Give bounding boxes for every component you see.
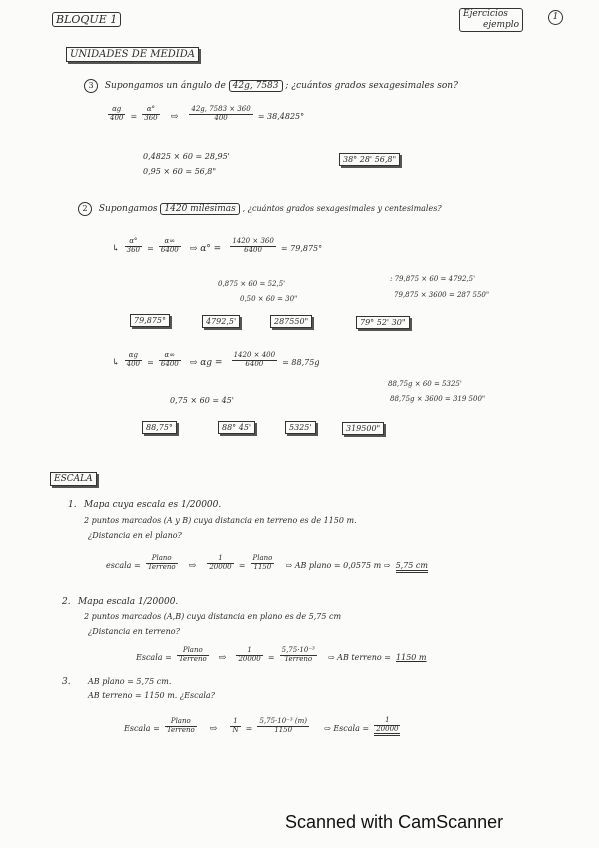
ex2a-box4: 79° 52' 30" [356,316,410,329]
e2-eq-label: Escala = [136,653,172,662]
e3-result: ⇨ Escala = [324,724,370,733]
e3-line2: AB terreno = 1150 m. ¿Escala? [88,691,215,700]
ex2a-f3n: 1420 × 360 [232,237,274,246]
ex3-equation: $\frac{\alpha g}{400}$ = $\frac{\alpha^\circ}{360}$ ⇨ $\frac{42g, 7583 \times 360}{400}$ = 38,4825° [110,105,305,122]
ex2a-f2n: α∞ [159,238,181,247]
ejercicios-text: Ejercicios [463,9,508,19]
e1-number: 1. [68,500,77,510]
e2-gn: 1 [236,647,262,656]
ex2a-f3d: 6400 [244,246,262,254]
e2-equation: Escala = $\frac{\text{Plano}}{\text{Terreno}}$ ⇨ $\frac{1}{20000}$ = $\frac{\text{5,75·10⁻³}}{\text{Terreno}}$ ⇨ AB terreno = 1150 m [136,646,427,663]
ex3-question: ; ¿cuántos grados sexagesimales son? [285,81,458,91]
ex2b-f3d: 6400 [245,360,264,368]
e2-gd: 20000 [238,655,261,663]
e2-hn: 5,75·10⁻³ [281,646,315,655]
exercise-3-statement [84,79,458,93]
ex3-boxed-result: 38° 28' 56,8" [339,153,400,166]
ex2b-box2: 88° 45' [218,421,255,434]
ex3-line1: 0,4825 × 60 = 28,95' [143,152,230,161]
ex2-stmt: Supongamos [98,204,158,214]
ex2-value: 1420 milésimas [160,203,239,215]
ex2-question: , ¿cuántos grados sexagesimales y centesimales? [242,204,442,213]
ex2b-line1: 0,75 × 60 = 45' [170,396,234,405]
exercise-3-number: 3 [84,79,98,93]
ex3-f2d: 360 [144,114,158,122]
ex2b-box1: 88,75° [142,421,177,434]
e3-number: 3. [62,677,71,687]
exercise-2-statement [78,202,442,216]
e2-line3: ¿Distancia en terreno? [88,627,180,636]
e2-result: ⇨ AB terreno = [327,653,391,662]
ex2a-box1: 79,875° [130,314,170,327]
ex2a-right1: : 79,875 × 60 = 4792,5' [390,275,476,283]
ex3-value: 42g, 7583 [229,80,283,92]
ex2a-f1d: 360 [126,246,141,254]
ex2b-equation: ↳ $\frac{\alpha g}{400}$ = $\frac{\alpha\infty}{6400}$ ⇨ αg = $\frac{1420 \times 400}{6400}$ = 88,75g [112,351,320,368]
e3-gd: N [232,726,239,734]
ex2b-box3: 5325' [285,421,316,434]
e1-gd: 20000 [209,563,232,571]
e3-fn: Plano [165,718,197,727]
e1-hd: 1150 [253,563,272,571]
e1-gn: 1 [207,555,233,564]
e3-eq-label: Escala = [124,724,160,733]
e3-line1: AB plano = 5,75 cm. [88,677,172,686]
e1-line1: Mapa cuya escala es 1/20000. [84,500,222,510]
ex2b-right1: 88,75g × 60 = 5325' [388,380,462,388]
e3-fd: Terreno [166,726,195,734]
e1-eq-label: escala = [106,561,141,570]
ex2b-f1d: 400 [126,360,141,368]
ex2a-box2: 4792,5' [202,315,240,328]
ex2a-equation: ↳ $\frac{\alpha^\circ}{360}$ = $\frac{\alpha\infty}{6400}$ ⇨ α° = $\frac{1420 \times 360}{6400}$ = 79,875° [112,237,323,254]
e2-line1: Mapa escala 1/20000. [78,597,179,607]
ex2b-f3n: 1420 × 400 [233,351,276,360]
e1-fd: Terreno [147,563,176,571]
ex3-f3d: 400 [214,114,228,122]
e3-hd: 1150 [274,726,293,734]
e1-hn: Plano [252,554,273,563]
ex2a-result: = 79,875° [280,244,323,253]
ex2b-f2d: 6400 [160,360,179,368]
camscanner-watermark: Scanned with CamScanner [285,812,504,832]
ex3-f1n: αg [108,106,125,115]
ex3-result: = 38,4825° [257,112,305,121]
e3-hn: 5,75·10⁻³ (m) [259,717,307,726]
e1-equation: escala = $\frac{\text{Plano}}{\text{Terreno}}$ ⇨ $\frac{1}{20000}$ = $\frac{\text{Plano}}{1150}$ ⇨ AB plano = 0,0575 m ⇨ 5,75 cm [106,554,428,571]
ex2a-right2: 79,875 × 3600 = 287 550" [394,291,490,299]
e2-number: 2. [62,597,71,607]
ex2b-f2n: α∞ [159,352,181,361]
e1-final: 5,75 cm [396,561,428,573]
ex2a-line2: 0,50 × 60 = 30" [240,295,298,303]
e2-final: 1150 m [396,653,427,662]
e3-final-d: 20000 [376,724,399,733]
e2-hd: Terreno [284,655,313,663]
e1-line3: ¿Distancia en el plano? [88,531,182,540]
bloque-label: BLOQUE 1 [52,12,121,27]
ex2b-result: = 88,75g [282,358,320,367]
ejercicios-label [459,8,523,32]
ex2b-f1n: αg [125,352,142,361]
e1-line2: 2 puntos marcados (A y B) cuya distancia en terreno es de 1150 m. [84,516,357,525]
ex3-f2n: α° [142,106,159,115]
section-unidades-title: UNIDADES DE MEDIDA [66,47,199,62]
e2-fd: Terreno [178,655,207,663]
e3-equation: Escala = $\frac{\text{Plano}}{\text{Terreno}}$ ⇨ $\frac{1}{N}$ = $\frac{\text{5,75·10⁻³ (m)}}{1150}$ ⇨ Escala = $\frac{1}{20000}$ [124,716,400,736]
e2-fn: Plano [177,647,209,656]
ex3-f3n: 42g, 7583 × 360 [191,105,251,114]
ex2b-box4: 319500" [342,422,384,435]
ex2a-f1n: α° [125,238,142,247]
page-number: 1 [548,10,563,25]
e1-fn: Plano [146,555,178,564]
ex3-line2: 0,95 × 60 = 56,8" [143,167,217,176]
section-escala-title: ESCALA [50,472,97,486]
ex2a-line1: 0,875 × 60 = 52,5' [218,280,286,288]
ex3-f1d: 400 [110,114,124,122]
e1-result: ⇨ AB plano = 0,0575 m ⇨ [285,561,391,570]
e2-line2: 2 puntos marcados (A,B) cuya distancia en plano es de 5,75 cm [84,612,342,621]
ejemplo-text: ejemplo [483,20,520,30]
ex2a-f2d: 6400 [160,246,179,254]
ex2a-box3: 287550" [270,315,312,328]
ex3-stmt: Supongamos un ángulo de [104,81,226,91]
ex2b-right2: 88,75g × 3600 = 319 500" [390,395,486,403]
e3-gn: 1 [230,718,240,727]
exercise-2-number: 2 [78,202,92,216]
e3-final-n: 1 [374,717,400,726]
